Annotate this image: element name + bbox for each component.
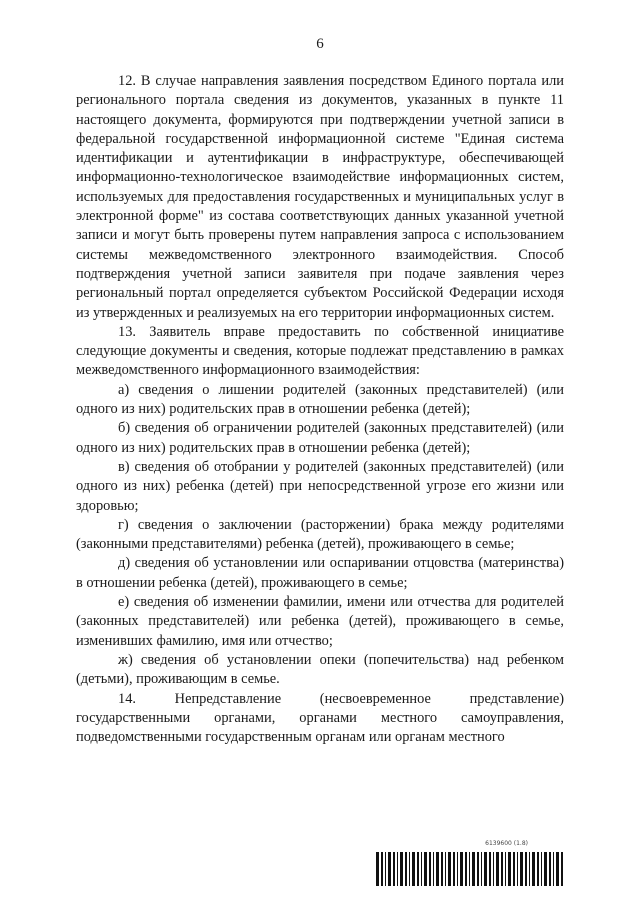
- list-item-e: е) сведения об изменении фамилии, имени или отчества для родителей (законных представителей) или ребенка (детей), проживающего в семье, изменивших фамилию, имя или отчество;: [76, 594, 564, 649]
- paragraph-14: 14. Непредставление (несвоевременное представление) государственными органами, органами местного самоуправления, подведомственными государственным органам или органам местного: [76, 690, 564, 746]
- paragraph-13: 13. Заявитель вправе предоставить по собственной инициативе следующие документы и сведения, которые подлежат представлению в рамках межведомственного информационного взаимодействия:: [76, 323, 564, 379]
- list-item-d: д) сведения об установлении или оспаривании отцовства (материнства) в отношении ребенка (детей), проживающего в семье;: [76, 555, 564, 591]
- barcode: [376, 840, 564, 888]
- barcode-icon: [376, 852, 564, 886]
- page-number: 6: [316, 36, 324, 52]
- paragraph-12: 12. В случае направления заявления посредством Единого портала или регионального портала сведения из документов, указанных в пункте 11 настоящего документа, формируются при подтверждении учетной записи в федеральной государственной информационной системе "Единая система идентификации и аутентификации в инфраструктуре, обеспечивающей информационно-технологическое взаимодействие информационных систем, используемых для предоставления государственных и муниципальных услуг в электронной форме" из состава соответствующих данных указанной учетной записи и могут быть проверены путем направления запроса с использованием системы межведомственного электронного взаимодействия. Способ подтверждения учетной записи заявителя при подаче заявления через региональный портал определяется субъектом Российской Федерации исходя из утвержденных и реализуемых на его территории информационных систем.: [76, 73, 564, 321]
- barcode-label: 6139600 (1.8): [485, 840, 528, 847]
- list-item-zh: ж) сведения об установлении опеки (попечительства) над ребенком (детьми), проживающим в семье.: [76, 651, 564, 688]
- list-item-a: а) сведения о лишении родителей (законных представителей) (или одного из них) родительских прав в отношении ребенка (детей);: [76, 381, 564, 418]
- list-item-v: в) сведения об отобрании у родителей (законных представителей) (или одного из них) ребенка (детей) при непосредственной угрозе его жизни или здоровью;: [76, 458, 564, 514]
- list-item-g: г) сведения о заключении (расторжении) брака между родителями (законными представителями) ребенка (детей), проживающего в семье;: [76, 516, 564, 553]
- list-item-b: б) сведения об ограничении родителей (законных представителей) (или одного из них) родительских прав в отношении ребенка (детей);: [76, 420, 564, 456]
- document-body: [76, 72, 564, 747]
